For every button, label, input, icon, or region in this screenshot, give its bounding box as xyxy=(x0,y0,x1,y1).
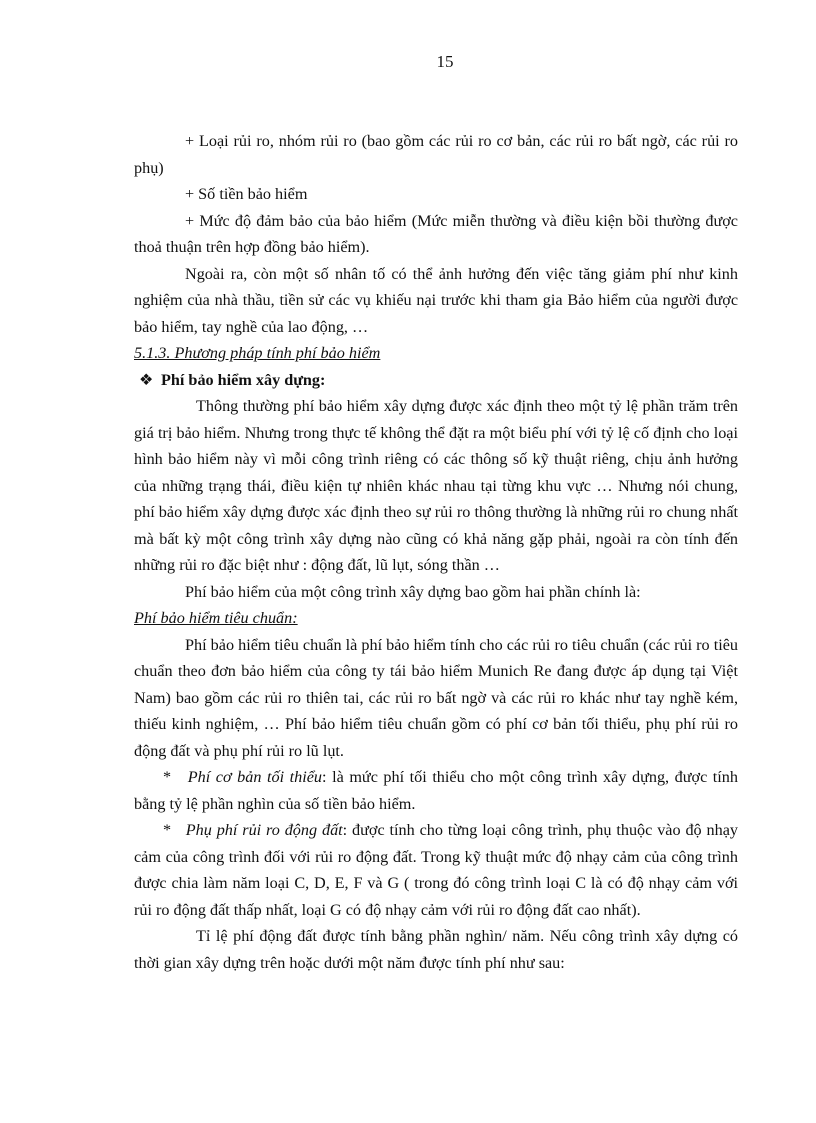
paragraph-standard-premium: Phí bảo hiểm tiêu chuẩn là phí bảo hiểm tính cho các rủi ro tiêu chuẩn (các rủi ro tiêu chuẩn theo đơn bảo hiểm của công ty tái bảo hiểm Munich Re đang được áp dụng tại Việt Nam) bao gồm các rủi ro thiên tai, các rủi ro bất ngờ và các rủi ro khác như tay nghề kém, thiếu kinh nghiệm, … Phí bảo hiểm tiêu chuẩn gồm có phí cơ bản tối thiểu, phụ phí rủi ro động đất và phụ phí rủi ro lũ lụt. xyxy=(134,635,738,760)
star-item-earthquake xyxy=(134,817,738,923)
sub-heading-standard: Phí bảo hiểm tiêu chuẩn: xyxy=(134,609,298,627)
bullet-heading xyxy=(134,367,738,394)
paragraph-coverage-level: + Mức độ đảm bảo của bảo hiểm (Mức miễn thường và điều kiện bồi thường được thoả thuận trên hợp đồng bảo hiểm). xyxy=(134,211,738,256)
star-bullet-icon: * xyxy=(163,821,172,839)
star-item-minimum-fee xyxy=(134,764,738,817)
paragraph-other-factors: Ngoài ra, còn một số nhân tố có thể ảnh hưởng đến việc tăng giảm phí như kinh nghiệm của nhà thầu, tiền sử các vụ khiếu nại trước khi tham gia Bảo hiểm của người được bảo hiểm, tay nghề của lao động, … xyxy=(134,264,738,336)
star-term: Phụ phí rủi ro động đất xyxy=(185,821,343,839)
paragraph-two-parts: Phí bảo hiểm của một công trình xây dựng bao gồm hai phần chính là: xyxy=(185,582,641,601)
diamond-bullet-icon: ❖ xyxy=(139,370,154,389)
paragraph-earthquake-rate: Tỉ lệ phí động đất được tính bằng phần nghìn/ năm. Nếu công trình xây dựng có thời gian xây dựng trên hoặc dưới một năm được tính phí như sau: xyxy=(134,927,738,972)
star-bullet-icon: * xyxy=(163,768,172,786)
paragraph-risk-type: + Loại rủi ro, nhóm rủi ro (bao gồm các rủi ro cơ bản, các rủi ro bất ngờ, các rủi ro phụ) xyxy=(134,132,738,177)
paragraph-sum-insured: + Số tiền bảo hiểm xyxy=(185,185,308,203)
star-text: : là mức phí tối thiểu cho một công trình xây dựng, được tính bằng tỷ lệ phần nghìn của số tiền bảo hiểm. xyxy=(134,768,738,813)
section-heading: 5.1.3. Phương pháp tính phí bảo hiểm xyxy=(134,344,381,362)
document-body xyxy=(134,128,738,976)
page-number: 15 xyxy=(436,52,454,71)
paragraph-normal-premium: Thông thường phí bảo hiểm xây dựng được xác định theo một tỷ lệ phần trăm trên giá trị bảo hiểm. Nhưng trong thực tế không thể đặt ra một biểu phí với tỷ lệ cố định cho loại hình bảo hiểm này vì mỗi công trình riêng có các thông số kỹ thuật riêng, chịu ảnh hưởng của những trạng thái, điều kiện tự nhiên khác nhau tại từng khu vực … Nhưng nói chung, phí bảo hiểm xây dựng được xác định theo sự rủi ro thông thường là những rủi ro chung nhất mà bất kỳ một công trình xây dựng nào cũng có khả năng gặp phải, ngoài ra còn tính đến những rủi ro đặc biệt như : động đất, lũ lụt, sóng thần … xyxy=(134,397,738,574)
star-term: Phí cơ bản tối thiểu xyxy=(187,768,323,786)
bullet-heading-text: Phí bảo hiểm xây dựng: xyxy=(161,370,326,389)
star-text: : được tính cho từng loại công trình, phụ thuộc vào độ nhạy cảm của công trình đối với rủi ro động đất. Trong kỹ thuật mức độ nhạy cảm của công trình được chia làm năm loại C, D, E, F và G ( trong đó công trình loại C là có độ nhạy cảm với rủi ro động đất thấp nhất, loại G có độ nhạy cảm với rủi ro động đất cao nhất). xyxy=(134,821,738,919)
